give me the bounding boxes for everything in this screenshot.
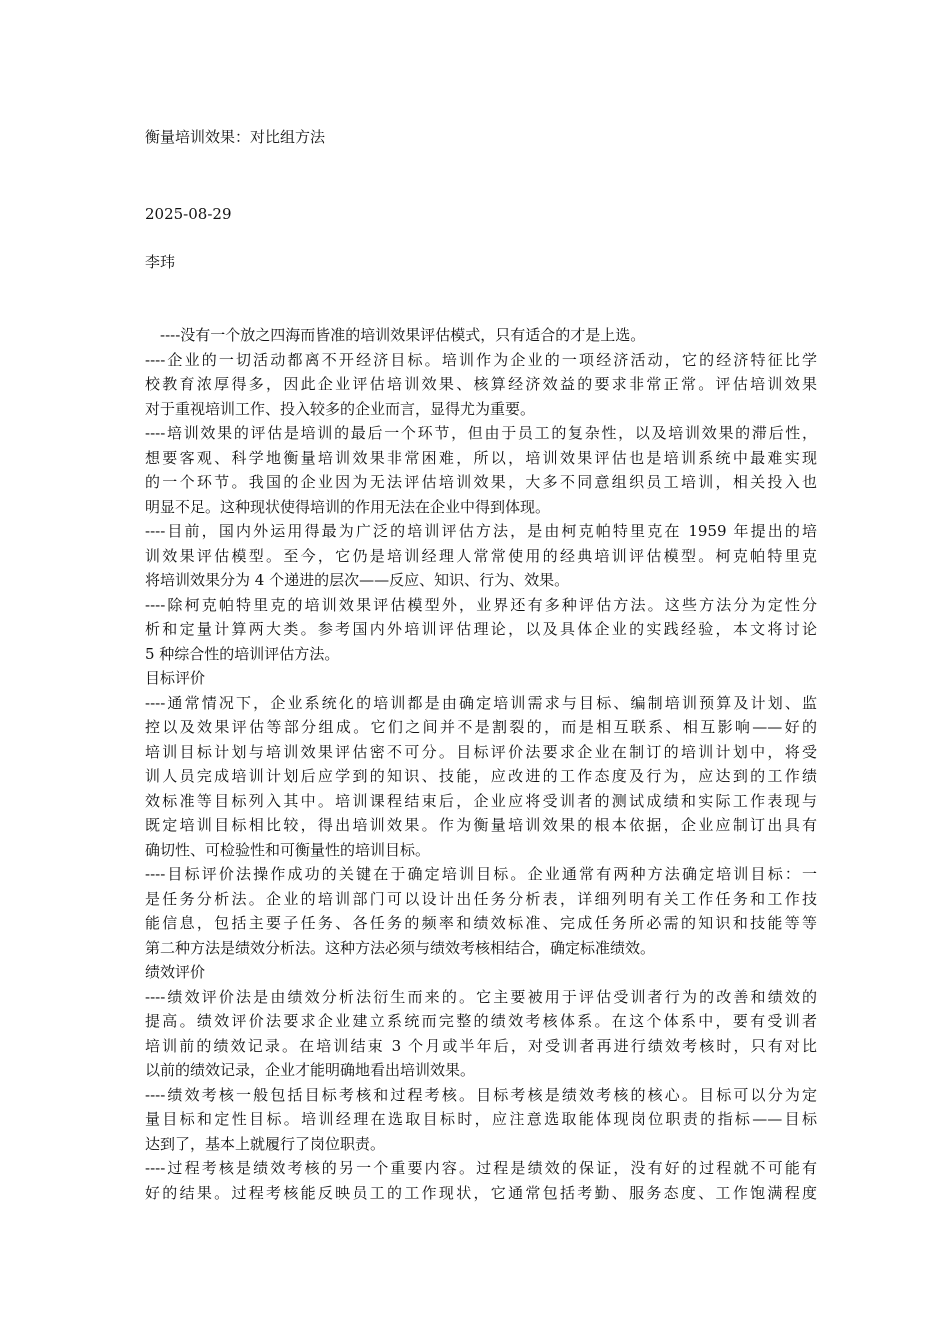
paragraph-line: 训效果评估模型。至今，它仍是培训经理人常常使用的经典培训评估模型。柯克帕特里克 <box>145 546 817 565</box>
paragraph-line: 培训目标计划与培训效果评估密不可分。目标评价法要求企业在制订的培训计划中，将受 <box>145 742 817 761</box>
paragraph-line: 析和定量计算两大类。参考国内外培训评估理论，以及具体企业的实践经验，本文将讨论 <box>145 620 817 638</box>
paragraph-line: 能信息，包括主要子任务、各任务的频率和绩效标准、完成任务所必需的知识和技能等等 <box>145 914 817 932</box>
paragraph-line: 明显不足。这种现状使得培训的作用无法在企业中得到体现。 <box>145 497 551 516</box>
paragraph-line: 训人员完成培训计划后应学到的知识、技能，应改进的工作态度及行为，应达到的工作绩 <box>145 767 817 785</box>
paragraph-line: 校教育浓厚得多，因此企业评估培训效果、核算经济效益的要求非常正常。评估培训效果 <box>145 375 817 393</box>
document-title: 衡量培训效果：对比组方法 <box>145 128 326 146</box>
paragraph-line: ----培训效果的评估是培训的最后一个环节，但由于员工的复杂性，以及培训效果的滞后性， <box>145 424 817 442</box>
paragraph-line: 确切性、可检验性和可衡量性的培训目标。 <box>145 840 431 859</box>
paragraph-line: 达到了，基本上就履行了岗位职责。 <box>145 1134 386 1153</box>
paragraph-line: 以前的绩效记录，企业才能明确地看出培训效果。 <box>145 1061 476 1079</box>
paragraph-line: 培训前的绩效记录。在培训结束 3 个月或半年后，对受训者再进行绩效考核时，只有对比 <box>145 1036 817 1055</box>
paragraph-line: ----通常情况下，企业系统化的培训都是由确定培训需求与目标、编制培训预算及计划、监 <box>145 693 817 712</box>
paragraph-line: 量目标和定性目标。培训经理在选取目标时，应注意选取能体现岗位职责的指标——目标 <box>145 1110 817 1128</box>
paragraph-line: 提高。绩效评价法要求企业建立系统而完整的绩效考核体系。在这个体系中，要有受训者 <box>145 1012 817 1030</box>
section-heading: 目标评价 <box>145 669 206 687</box>
paragraph-line: 将培训效果分为 4 个递进的层次——反应、知识、行为、效果。 <box>145 571 570 589</box>
paragraph-line: ----绩效评价法是由绩效分析法衍生而来的。它主要被用于评估受训者行为的改善和绩效的 <box>145 987 817 1006</box>
paragraph-line: 好的结果。过程考核能反映员工的工作现状，它通常包括考勤、服务态度、工作饱满程度 <box>145 1183 817 1202</box>
section-heading: 绩效评价 <box>145 963 206 981</box>
paragraph-line: 的一个环节。我国的企业因为无法评估培训效果，大多不同意组织员工培训，相关投入也 <box>145 473 817 491</box>
paragraph-line: ----没有一个放之四海而皆准的培训效果评估模式，只有适合的才是上选。 <box>160 326 646 344</box>
paragraph-line: 第二种方法是绩效分析法。这种方法必须与绩效考核相结合，确定标准绩效。 <box>145 938 656 957</box>
paragraph-line: 效标准等目标列入其中。培训课程结束后，企业应将受训者的测试成绩和实际工作表现与 <box>145 791 817 810</box>
paragraph-line: 5 种综合性的培训评估方法。 <box>145 644 340 663</box>
paragraph-line: 想要客观、科学地衡量培训效果非常困难，所以，培训效果评估也是培训系统中最难实现 <box>145 448 817 467</box>
paragraph-line: 是任务分析法。企业的培训部门可以设计出任务分析表，详细列明有关工作任务和工作技 <box>145 889 817 908</box>
document-date: 2025-08-29 <box>145 205 232 223</box>
document-author: 李玮 <box>145 253 176 271</box>
paragraph-line: ----目前，国内外运用得最为广泛的培训评估方法，是由柯克帕特里克在 1959 年提出的培 <box>145 522 817 540</box>
paragraph-line: ----目标评价法操作成功的关键在于确定培训目标。企业通常有两种方法确定培训目标：一 <box>145 865 817 883</box>
paragraph-line: ----企业的一切活动都离不开经济目标。培训作为企业的一项经济活动，它的经济特征比学 <box>145 350 817 369</box>
paragraph-line: ----过程考核是绩效考核的另一个重要内容。过程是绩效的保证，没有好的过程就不可能有 <box>145 1159 817 1177</box>
paragraph-line: ----除柯克帕特里克的培训效果评估模型外，业界还有多种评估方法。这些方法分为定性分 <box>145 595 817 614</box>
paragraph-line: 对于重视培训工作、投入较多的企业而言，显得尤为重要。 <box>145 399 536 418</box>
article-body <box>145 323 817 1205</box>
paragraph-line: 控以及效果评估等部分组成。它们之间并不是割裂的，而是相互联系、相互影响——好的 <box>145 718 817 736</box>
paragraph-line: ----绩效考核一般包括目标考核和过程考核。目标考核是绩效考核的核心。目标可以分为定 <box>145 1085 817 1104</box>
paragraph-line: 既定培训目标相比较，得出培训效果。作为衡量培训效果的根本依据，企业应制订出具有 <box>145 816 817 834</box>
